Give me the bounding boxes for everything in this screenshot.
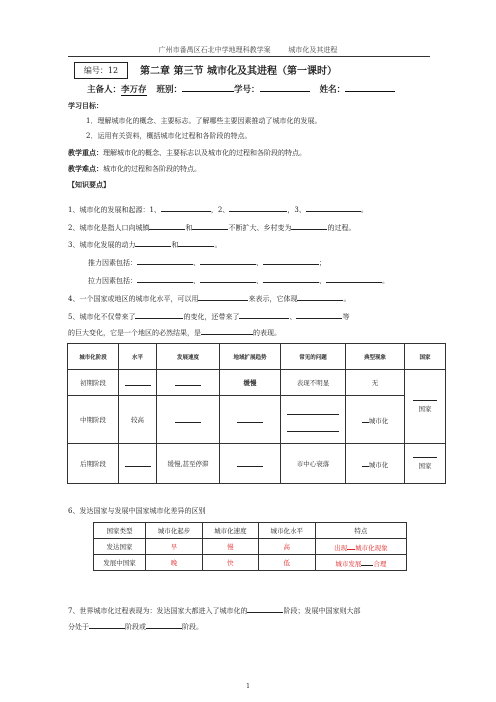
blank[interactable] xyxy=(237,414,263,423)
question-3: 3、城市化发展的动力 和 。 xyxy=(68,238,221,250)
table-row: 后期阶段 缓慢,甚至停滞 市中心衰落 城市化 国家 xyxy=(68,444,446,484)
objectives-label: 学习目标： xyxy=(68,101,103,110)
question-5-cont: 的巨大变化，它是一个地区的必然结果，是 的表现。 xyxy=(68,326,281,338)
id-box: 编号：12 xyxy=(74,62,128,79)
header-left-text: 广州市番禺区石北中学地理科教学案 xyxy=(158,46,271,54)
table-header: 城市化阶段 xyxy=(68,344,119,370)
knowledge-label: 【知识要点】 xyxy=(68,180,110,189)
blank[interactable] xyxy=(361,557,373,566)
country-comparison-table xyxy=(93,522,407,571)
blank[interactable] xyxy=(200,256,256,265)
preparer-name: 李万存 xyxy=(121,85,147,95)
blank[interactable] xyxy=(137,274,193,283)
question-2: 2、城市化是指人口向城镇 和 不断扩大、乡村变为 的过程。 xyxy=(68,221,355,233)
country-cell: 国家 xyxy=(418,462,432,470)
student-no-blank[interactable] xyxy=(260,91,310,92)
page-number: 1 xyxy=(246,683,250,690)
question-7: 7、世界城市化过程表现为：发达国家大都进入了城市化的 阶段；发展中国家则大部 xyxy=(68,604,360,616)
question-4: 4、一个国家或地区的城市化水平，可以用 来表示，它体现 。 xyxy=(68,292,350,304)
table-row: 中期阶段 较高 城市化 xyxy=(68,396,446,444)
blank[interactable] xyxy=(247,604,283,613)
blank[interactable] xyxy=(125,377,151,386)
blank[interactable] xyxy=(161,203,211,212)
blank[interactable] xyxy=(263,274,319,283)
question-5: 5、城市化不仅带来了 的变化，还带来了 、 等 xyxy=(68,310,349,322)
blank[interactable] xyxy=(306,203,361,212)
table-header: 国家 xyxy=(405,344,446,370)
blank[interactable] xyxy=(146,620,182,629)
question-6: 6、发达国家与发展中国家城市化差异的区别 xyxy=(68,507,206,515)
student-no-label: 学号： xyxy=(234,85,260,95)
name-label: 姓名： xyxy=(319,85,346,95)
preparer-label: 主备人： xyxy=(87,85,122,95)
blank[interactable] xyxy=(229,203,287,212)
blank[interactable] xyxy=(175,414,201,423)
blank[interactable] xyxy=(135,238,171,247)
question-1: 1、城市化的发展和起源：1、 ，2、 ，3、 。 xyxy=(68,203,368,215)
blank[interactable] xyxy=(362,414,369,423)
table-header: 水平 xyxy=(119,344,157,370)
blank[interactable] xyxy=(200,274,256,283)
table-header: 典型现象 xyxy=(346,344,405,370)
blank[interactable] xyxy=(178,238,214,247)
name-blank[interactable] xyxy=(345,91,395,92)
page-header xyxy=(0,45,496,55)
key-text: 理解城市化的概念、主要标志以及城市化的过程和各阶段的特点。 xyxy=(103,149,306,157)
blank[interactable] xyxy=(287,425,339,432)
pull-factors: 拉力因素包括： 、 、 、 。 xyxy=(88,274,389,286)
blank[interactable] xyxy=(125,458,151,467)
table-row: 发达国家 早 慢 高 出现 城市化现象 xyxy=(94,539,407,555)
blank[interactable] xyxy=(239,310,289,319)
table-header: 常见的问题 xyxy=(281,344,346,370)
class-label: 班别： xyxy=(156,85,183,95)
info-line xyxy=(87,83,395,96)
blank[interactable] xyxy=(201,326,253,335)
page-title: 第二章 第三节 城市化及其进程（第一课时） xyxy=(140,66,337,77)
blank[interactable] xyxy=(362,458,369,467)
blank[interactable] xyxy=(287,408,339,415)
difficult-label: 教学难点： xyxy=(68,164,103,173)
header-right-text: 城市化及其进程 xyxy=(288,46,338,54)
blank[interactable] xyxy=(237,458,263,467)
blank[interactable] xyxy=(291,221,327,230)
blank[interactable] xyxy=(326,274,382,283)
blank[interactable] xyxy=(297,292,343,301)
blank[interactable] xyxy=(137,256,193,265)
class-blank[interactable] xyxy=(182,91,234,92)
blank[interactable] xyxy=(296,310,342,319)
objective-2: 2．运用有关资料，概括城市化过程和各阶段的特点。 xyxy=(86,132,252,140)
table-header: 发展速度 xyxy=(157,344,220,370)
blank[interactable] xyxy=(149,221,185,230)
difficult-text: 城市化的过程和各阶段的特点。 xyxy=(103,165,201,173)
objective-1: 1．理解城市化的概念、主要标志。了解哪些主要因素推动了城市化的发展。 xyxy=(86,117,322,125)
urbanization-stages-table xyxy=(67,343,446,484)
blank[interactable] xyxy=(89,620,125,629)
table-header: 地域扩展趋势 xyxy=(220,344,281,370)
country-cell: 国家 xyxy=(418,405,432,413)
table-row: 发展中国家 晚 快 低 城市发展 合理 xyxy=(94,555,407,571)
table-row: 初期阶段 缓慢 表现不明显 无 国家 xyxy=(68,370,446,396)
blank[interactable] xyxy=(135,310,183,319)
blank[interactable] xyxy=(198,292,248,301)
blank[interactable] xyxy=(175,377,201,386)
blank[interactable] xyxy=(192,221,228,230)
blank[interactable] xyxy=(347,541,355,550)
push-factors: 推力因素包括： 、 、 ； xyxy=(88,256,326,268)
key-label: 教学重点： xyxy=(68,148,103,157)
table-header-row: 国家类型 城市化起步 城市化速度 城市化水平 特点 xyxy=(94,523,407,539)
header-rule xyxy=(68,56,430,57)
question-7-cont: 分处于 阶段或 阶段。 xyxy=(68,620,203,632)
blank[interactable] xyxy=(263,256,319,265)
